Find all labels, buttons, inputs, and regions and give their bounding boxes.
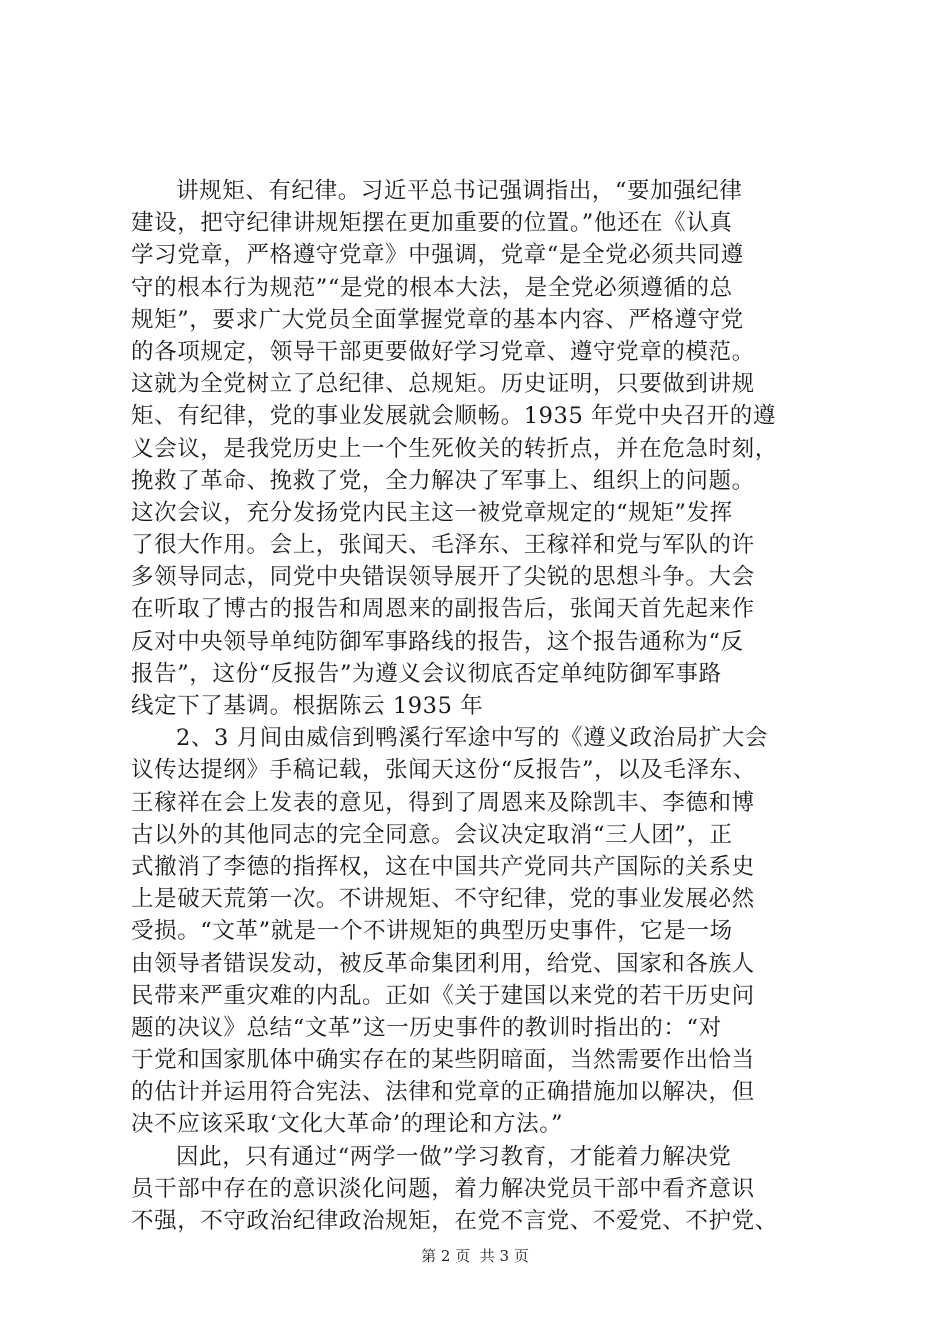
body-text: [131, 175, 843, 1237]
text-line: 的估计并运用符合宪法、法律和党章的正确措施加以解决，但: [131, 1079, 755, 1106]
text-line: 不强，不守政治纪律政治规矩，在党不言党、不爱党、不护党、: [131, 1208, 778, 1234]
page-number: 第 2 页 共 3 页: [421, 1247, 529, 1265]
text-line: 挽救了革命、挽救了党，全力解决了军事上、组织上的问题。: [131, 467, 755, 494]
text-line: 题的决议》总结“文革”这一历史事件的教训时指出的：“对: [131, 1014, 722, 1041]
text-line: 员干部中存在的意识淡化问题，着力解决党员干部中看齐意识: [131, 1175, 755, 1202]
text-line: 线定下了基调。根据陈云 1935 年: [131, 693, 484, 719]
text-line: 守的根本行为规范”“是党的根本大法，是全党必须遵循的总: [131, 274, 733, 301]
text-line: 民带来严重灾难的内乱。正如《关于建国以来党的若干历史问: [131, 982, 755, 1009]
text-line: 了很大作用。会上，张闻天、毛泽东、王稼祥和党与军队的许: [131, 532, 755, 559]
text-line: 在听取了博古的报告和周恩来的副报告后，张闻天首先起来作: [131, 596, 755, 623]
text-line: 这就为全党树立了总纪律、总规矩。历史证明，只要做到讲规: [131, 371, 755, 398]
text-line: 矩、有纪律，党的事业发展就会顺畅。1935 年党中央召开的遵: [131, 403, 776, 430]
text-line: 式撤消了李德的指挥权，这在中国共产党同共产国际的关系史: [131, 853, 755, 880]
text-line: 上是破天荒第一次。不讲规矩、不守纪律，党的事业发展必然: [131, 886, 755, 913]
text-line: 规矩”，要求广大党员全面掌握党章的基本内容、严格遵守党: [131, 306, 744, 333]
text-line: 报告”，这份“反报告”为遵义会议彻底否定单纯防御军事路: [131, 660, 722, 687]
text-line: 建设，把守纪律讲规矩摆在更加重要的位置。”他还在《认真: [131, 210, 733, 237]
text-line: 于党和国家肌体中确实存在的某些阴暗面，当然需要作出恰当: [131, 1047, 755, 1074]
text-line: 受损。“文革”就是一个不讲规矩的典型历史事件，它是一场: [131, 918, 733, 945]
text-line: 多领导同志，同党中央错误领导展开了尖锐的思想斗争。大会: [131, 564, 755, 591]
text-line: 这次会议，充分发扬党内民主这一被党章规定的“规矩”发挥: [131, 499, 733, 526]
text-line: 决不应该采取‘文化大革命’的理论和方法。”: [131, 1111, 564, 1138]
page-footer: [0, 1246, 950, 1266]
text-line: 议传达提纲》手稿记载，张闻天这份“反报告”，以及毛泽东、: [131, 757, 756, 784]
text-line: 的各项规定，领导干部更要做好学习党章、遵守党章的模范。: [131, 338, 755, 365]
text-line: 因此，只有通过“两学一做”学习教育，才能着力解决党: [176, 1143, 732, 1170]
text-line: 义会议，是我党历史上一个生死攸关的转折点，并在危急时刻，: [131, 435, 778, 462]
text-line: 由领导者错误发动，被反革命集团利用，给党、国家和各族人: [131, 950, 755, 977]
text-line: 学习党章，严格遵守党章》中强调，党章“是全党必须共同遵: [131, 242, 744, 269]
text-line: 讲规矩、有纪律。习近平总书记强调指出，“要加强纪律: [176, 178, 743, 204]
text-line: 反对中央领导单纯防御军事路线的报告，这个报告通称为“反: [131, 628, 744, 655]
text-line: 王稼祥在会上发表的意见，得到了周恩来及除凯丰、李德和博: [131, 789, 755, 816]
text-line: 古以外的其他同志的完全同意。会议决定取消“三人团”，正: [131, 821, 733, 848]
text-line: 2、3 月间由威信到鸭溪行军途中写的《遵义政治局扩大会: [176, 725, 768, 752]
